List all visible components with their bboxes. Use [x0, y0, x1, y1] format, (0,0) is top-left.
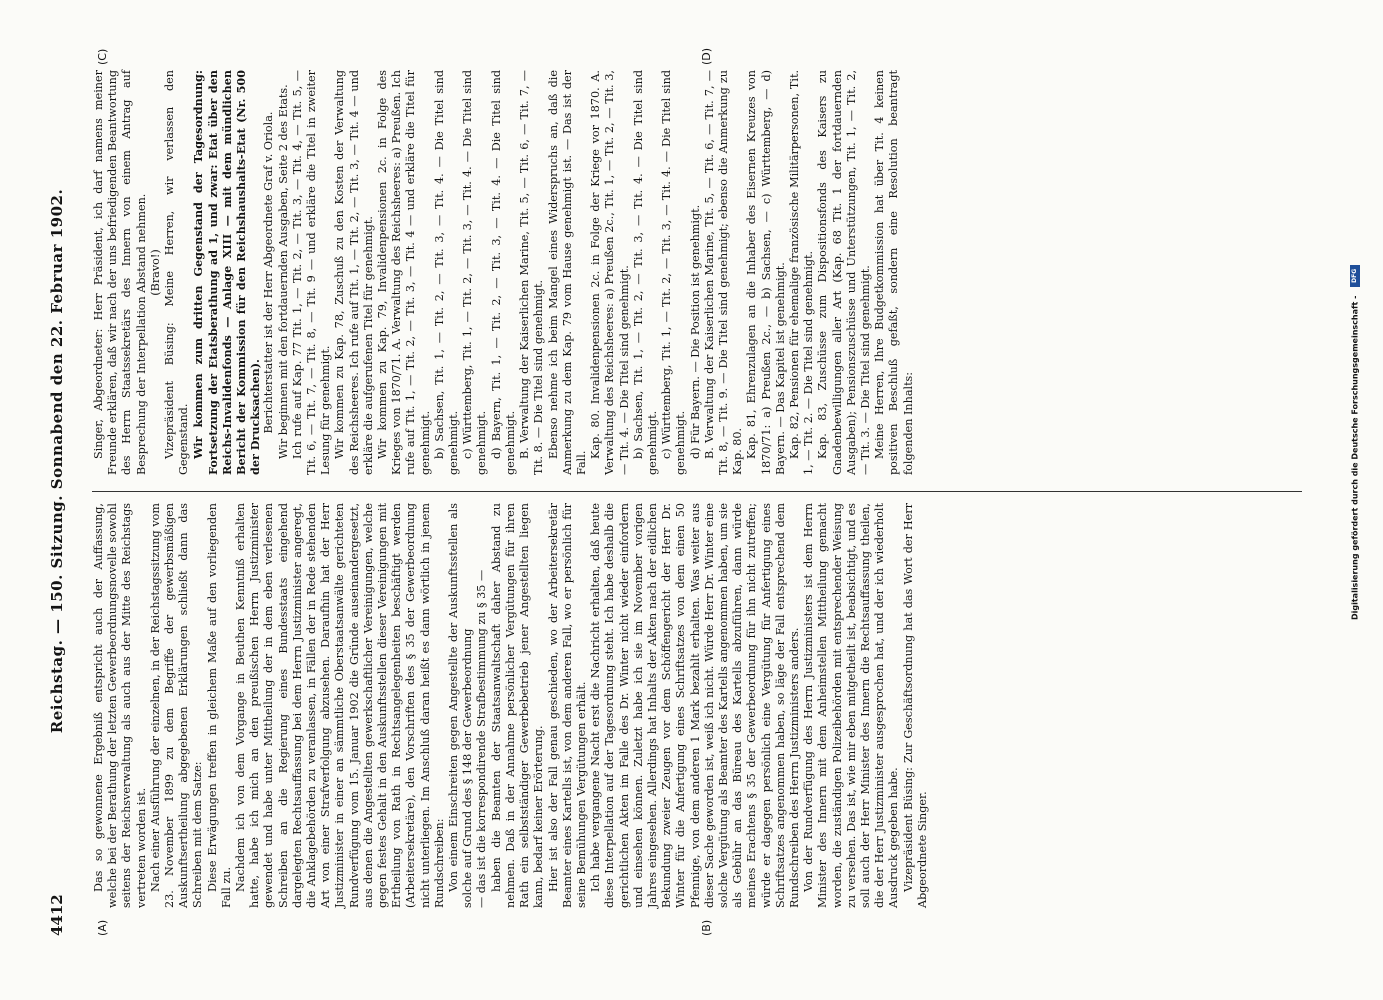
paragraph: Hier ist also der Fall genau geschieden, wo der Arbeitersekretär Beamter eines Kartells ist, von dem anderen Fall, wo er persönlich für seine Bemühungen Vergütungen erhält.	[546, 503, 588, 908]
paragraph: Wir kommen zu Kap. 79, Invalidenpensionen 2c. in Folge des Krieges von 1870/71. A. Verwaltung des Reichsheeres: a) Preußen. Ich rufe auf Tit. 1, — Tit. 2, — Tit. 3, — Tit. 4 — und erkläre die Titel für genehmigt.	[376, 70, 432, 475]
paragraph: B. Verwaltung der Kaiserlichen Marine, Tit. 5, — Tit. 6, — Tit. 7, — Tit. 8. — Die Titel sind genehmigt.	[518, 70, 546, 475]
paragraph: Von einem Einschreiten gegen Angestellte der Auskunftsstellen als solche auf Grund des § 148 der Gewerbeordnung	[447, 503, 475, 908]
paragraph: Wir kommen zu Kap. 78, Zuschuß zu den Kosten der Verwaltung des Reichsheeres. Ich rufe auf Tit. 1, — Tit. 2, — Tit. 3, — Tit. 4 — und erkläre die aufgerufenen Titel für genehmigt.	[333, 70, 375, 475]
paragraph: — das ist die korrespondirende Strafbestimmung zu § 35 —	[475, 569, 489, 908]
paragraph: d) Für Bayern. — Die Position ist genehmigt.	[688, 204, 702, 459]
digitization-note	[1350, 0, 1360, 620]
paragraph: b) Sachsen, Tit. 1, — Tit. 2, — Tit. 3, — Tit. 4. — Die Titel sind genehmigt.	[432, 70, 461, 475]
paragraph: c) Württemberg, Tit. 1, — Tit. 2, — Tit. 3, — Tit. 4. — Die Titel sind genehmigt.	[660, 70, 688, 475]
paragraph: Vizepräsident Büsing: Meine Herren, wir verlassen den Gegenstand.	[163, 70, 191, 475]
paragraph: c) Württemberg, Tit. 1, — Tit. 2, — Tit. 3, — Tit. 4. — Die Titel sind genehmigt.	[461, 70, 489, 475]
dfg-logo: DFG	[1350, 265, 1360, 287]
paragraph: Wir kommen zum dritten Gegenstand der Tagesordnung: Fortsetzung der Etatsberathung ad 1, und zwar: Etat über den Reichs-Invalidenfonds — Anlage XIII — mit dem mündlichen Bericht der Kommission für den Reichshaushalts-Etat (Nr. 500 der Drucksachen).	[191, 70, 263, 475]
paragraph: Das so gewonnene Ergebniß entspricht auch der Auffassung, welche bei der Berathung der letzten Gewerbeordnungsnovelle sowohl seitens der Reichsverwaltung als auch aus der Mitte des Reichstags vertreten worden ist.	[92, 503, 148, 908]
paragraph: Berichterstatter ist der Herr Abgeordnete Graf v. Oriola.	[262, 111, 276, 434]
paragraph: Nachdem ich von dem Vorgange in Beuthen Kenntniß erhalten hatte, habe ich mich an den preußischen Herrn Justizminister gewendet und habe unter Mittheilung der in dem eben verlesenen Schreiben an die Regierung eines Bundesstaats eingehend dargelegten Rechtsauffassung bei dem Herrn Justizminister angeregt, die Anklagebehörden zu veranlassen, in Fällen der in Rede stehenden Art von einer Strafverfolgung abzusehen. Daraufhin hat der Herr Justizminister in einer an sämmtliche Oberstaatsanwälte gerichteten Rundverfügung vom 15. Januar 1902 die Gründe auseinandergesetzt, aus denen die Angestellten gewerkschaftlicher Vereinigungen, welche gegen festes Gehalt in den Auskunftsstellen dieser Vereinigungen mit Ertheilung von Rath in Rechtsangelegenheiten beschäftigt werden (Arbeitersekretäre), den Vorschriften des § 35 der Gewerbeordnung nicht unterliegen. Im Anschluß daran heißt es dann wörtlich in jenem Rundschreiben:	[234, 503, 446, 908]
paragraph: Singer, Abgeordneter: Herr Präsident, ich darf namens meiner Freunde erklären, daß wir nach der uns befriedigenden Beantwortung des Herrn Staatssekretärs des Innern von einem Antrag auf Besprechung der Interpellation Abstand nehmen.	[92, 70, 148, 475]
paragraph: Diese Erwägungen treffen in gleichem Maße auf den vorliegenden Fall zu.	[205, 503, 233, 908]
paragraph: d) Bayern, Tit. 1, — Tit. 2, — Tit. 3, — Tit. 4. — Die Titel sind genehmigt.	[489, 70, 517, 475]
page-header	[48, 46, 74, 936]
paragraph: Ich habe vergangene Nacht erst die Nachricht erhalten, daß heute diese Interpellation auf der Tagesordnung steht. Ich habe deshalb die gerichtlichen Akten im Falle des Dr. Winter nicht wieder einfordern und einsehen können. Zuletzt habe ich sie im November vorigen Jahres eingesehen. Allerdings hat Inhalts der Akten nach der eidlichen Bekundung zweier Zeugen vor dem Schöffengericht der Herr Dr. Winter für die Anfertigung eines Schriftsatzes von dem einen 50 Pfennige, von dem anderen 1 Mark bezahlt erhalten. Was weiter aus dieser Sache geworden ist, weiß ich nicht. Würde Herr Dr. Winter eine solche Vergütung als Beamter des Kartells angenommen haben, um sie als Gebühr an das Büreau des Kartells abzuführen, dann würde meines Erachtens § 35 der Gewerbeordnung für ihn nicht zutreffen; würde er dagegen persönlich eine Vergütung für Anfertigung eines Schriftsatzes angenommen haben, so läge der Fall entsprechend dem Rundschreiben des Herrn Justizministers anders.	[589, 503, 801, 908]
paragraph: Nach einer Ausführung der einzelnen, in der Reichstagssitzung vom 23. November 1899 zu dem Begriffe der gewerbsmäßigen Auskunftsertheilung abgegebenen Erklärungen schließt dann das Schreiben mit dem Satze:	[148, 503, 205, 908]
paragraph: Von der Rundverfügung des Herrn Justizministers ist dem Herrn Minister des Innern mit dem Anheimstellen Mittheilung gemacht worden, die zuständigen Polizeibehörden mit entsprechender Weisung zu versehen. Das ist, wie mir eben mitgetheilt ist, beabsichtigt, und es soll auch der Herr Minister des Innern die Rechtsauffassung theilen, die der Herr Justizminister ausgesprochen hat, und der ich wiederholt Ausdruck gegeben habe.	[802, 503, 901, 908]
margin-mark-d: (D)	[700, 47, 713, 65]
margin-mark-a: (A)	[96, 919, 109, 936]
right-column	[92, 70, 916, 475]
page-number: 4412	[48, 894, 66, 936]
left-column	[92, 503, 930, 908]
paragraph: Kap. 83, Zuschüsse zum Dispositionsfonds des Kaisers zu Gnadenbewilligungen aller Art (Kap. 68 Tit. 1 der fortdauernden Ausgaben); Pensionszuschüsse und Unterstützungen, Tit. 1, — Tit. 2, — Tit. 3. — Die Titel sind genehmigt.	[816, 70, 872, 475]
paragraph: Kap. 80. Invalidenpensionen 2c. in Folge der Kriege vor 1870. A. Verwaltung des Reichsheeres: a) Preußen 2c., Tit. 1, — Tit. 2, — Tit. 3, — Tit. 4. — Die Titel sind genehmigt.	[589, 70, 631, 475]
paragraph: B. Verwaltung der Kaiserlichen Marine, Tit. 5, — Tit. 6, — Tit. 7, — Tit. 8, — Tit. 9. — Die Titel sind genehmigt; ebenso die Anmerkung zu Kap. 80.	[702, 70, 745, 475]
paragraph: Kap. 81, Ehrenzulagen an die Inhaber des Eisernen Kreuzes von 1870/71: a) Preußen 2c., — b) Sachsen, — c) Württemberg, — d) Bayern. — Das Kapitel ist genehmigt.	[745, 70, 787, 475]
digitization-text: Digitalisierung gefördert durch die Deutsche Forschungsgemeinschaft -	[1350, 295, 1360, 620]
margin-mark-c: (C)	[96, 48, 109, 65]
page-title: Reichstag. — 150. Sitzung. Sonnabend den 22. Februar 1902.	[48, 188, 66, 734]
paragraph: b) Sachsen, Tit. 1, — Tit. 2, — Tit. 3, — Tit. 4. — Die Titel sind genehmigt.	[631, 70, 659, 475]
column-divider	[92, 491, 1302, 492]
paragraph: Wir beginnen mit den fortdauernden Ausgaben, Seite 2 des Etats.	[276, 84, 290, 459]
paragraph: Vizepräsident Büsing: Zur Geschäftsordnung hat das Wort der Herr Abgeordnete Singer.	[901, 503, 929, 908]
paragraph: (Bravo!)	[148, 249, 162, 296]
paragraph: Meine Herren, Ihre Budgetkommission hat über Tit. 4 keinen positiven Beschluß gefaßt, sondern eine Resolution beantragt folgenden Inhalts:	[873, 70, 915, 475]
paragraph: Kap. 82, Pensionen für ehemalige französische Militärpersonen, Tit. 1, — Tit. 2. — Die Titel sind genehmigt.	[787, 70, 816, 475]
paragraph: Ebenso nehme ich beim Mangel eines Widerspruchs an, daß die Anmerkung zu dem Kap. 79 vom Hause genehmigt ist. — Das ist der Fall.	[546, 70, 588, 475]
paragraph: Ich rufe auf Kap. 77 Tit. 1, — Tit. 2, — Tit. 3, — Tit. 4, — Tit. 5, — Tit. 6, — Tit. 7, — Tit. 8, — Tit. 9 — und erkläre die Titel in zweiter Lesung für genehmigt.	[290, 70, 333, 475]
margin-mark-b: (B)	[700, 919, 713, 936]
paragraph: haben die Beamten der Staatsanwaltschaft daher Abstand zu nehmen. Daß in der Annahme persönlicher Vergütungen für ihren Rath ein selbstständiger Gewerbebetrieb jener Angestellten liegen kann, bedarf keiner Erörterung.	[489, 503, 546, 908]
